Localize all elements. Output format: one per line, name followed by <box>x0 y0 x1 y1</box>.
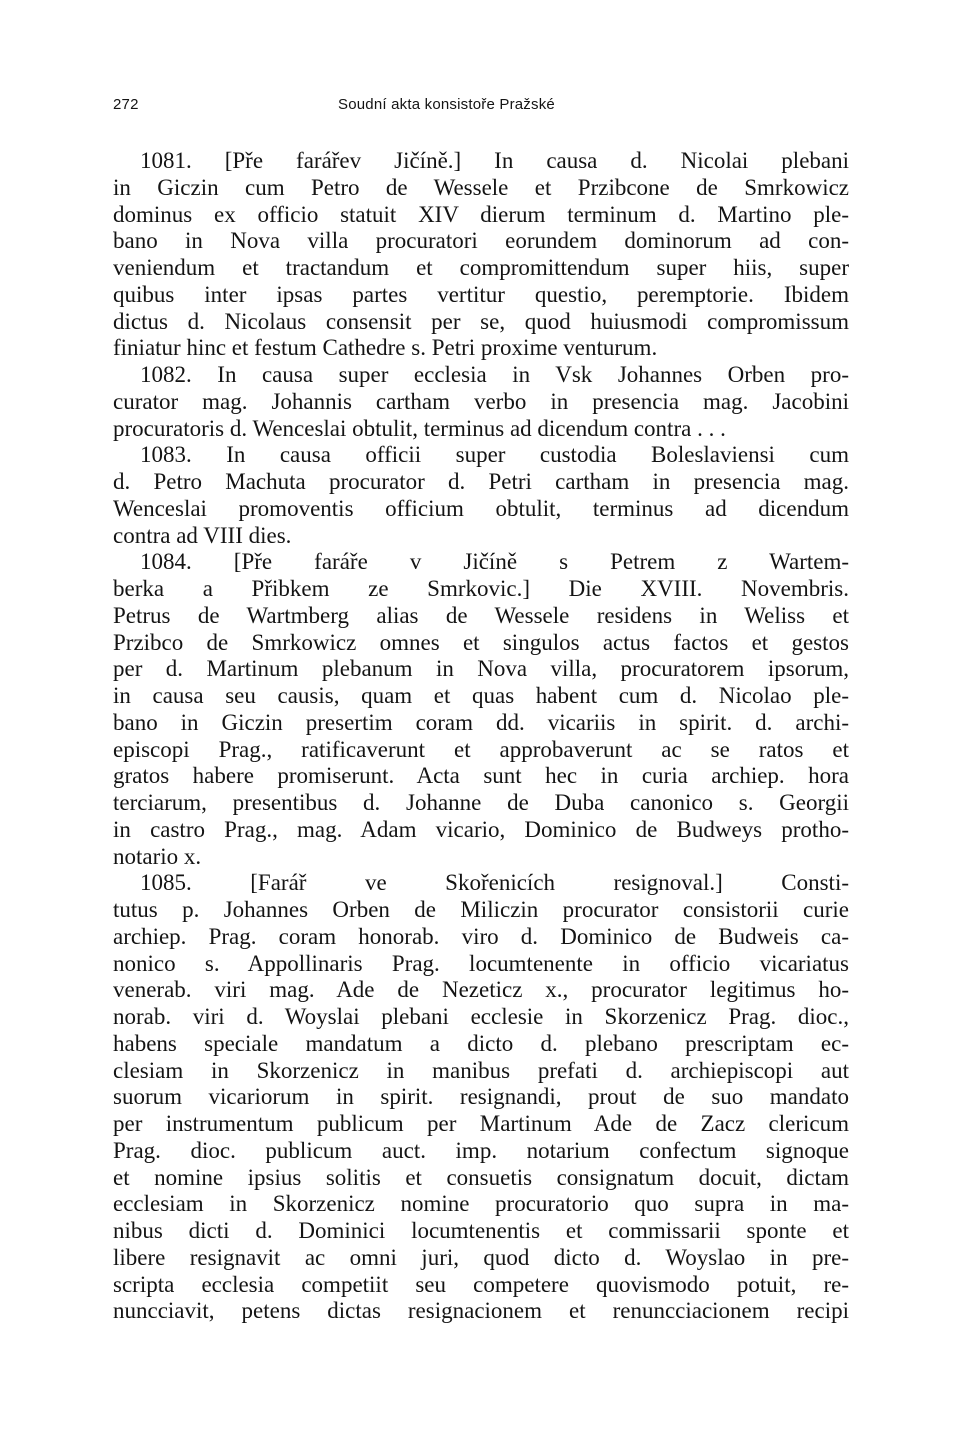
text-line: habens speciale mandatum a dicto d. plebano prescriptam ec- <box>113 1030 849 1056</box>
text-line: episcopi Prag., ratificaverunt et approbaverunt ac se ratos et <box>113 736 849 762</box>
text-line: d. Petro Machuta procurator d. Petri cartham in presencia mag. <box>113 469 849 494</box>
text-line: per d. Martinum plebanum in Nova villa, procuratorem ipsorum, <box>113 656 849 682</box>
text-line: bano in Giczin presertim coram dd. vicariis in spirit. d. archi- <box>113 709 849 735</box>
text-line: 1084. [Pře faráře v Jičíně s Petrem z Wartem- <box>140 549 849 575</box>
text-line: 1083. In causa officii super custodia Boleslaviensi cum <box>140 442 849 468</box>
text-line: nuncciavit, petens dictas resignacionem et renuncciacionem recipi <box>113 1298 849 1324</box>
text-line: scripta ecclesia competiit seu competere quovismodo potuit, re- <box>113 1271 849 1297</box>
text-line: ecclesiam in Skorzenicz nomine procuratorio quo supra in ma- <box>113 1191 849 1217</box>
text-line: nonico s. Appollinaris Prag. locumtenente in officio vicariatus <box>113 950 849 976</box>
running-head <box>113 96 849 120</box>
text-line: norab. viri d. Woyslai plebani ecclesie in Skorzenicz Prag. dioc., <box>113 1004 849 1029</box>
text-line: 1085. [Farář ve Skořenicích resignoval.] Consti- <box>140 870 849 896</box>
text-line: veniendum et tractandum et compromittendum super hiis, super <box>113 255 849 280</box>
text-line: dictus d. Nicolaus consensit per se, quod huiusmodi compromissum <box>113 308 849 334</box>
text-line: dominus ex officio statuit XIV dierum terminum d. Martino ple- <box>113 201 849 227</box>
text-line: Petrus de Wartmberg alias de Wessele residens in Weliss et <box>113 602 849 628</box>
text-line: suorum vicariorum in spirit. resignandi, prout de suo mandato <box>113 1084 849 1110</box>
text-line: clesiam in Skorzenicz in manibus prefati d. archiepiscopi aut <box>113 1057 849 1083</box>
text-line: in Giczin cum Petro de Wessele et Przibcone de Smrkowicz <box>113 174 849 200</box>
text-line: curator mag. Johannis cartham verbo in presencia mag. Jacobini <box>113 388 849 414</box>
text-line: gratos habere promiserunt. Acta sunt hec in curia archiep. hora <box>113 763 849 789</box>
text-line: in causa seu causis, quam et quas habent cum d. Nicolao ple- <box>113 683 849 708</box>
text-line: 1081. [Pře farářev Jičíně.] In causa d. Nicolai plebani <box>140 148 849 173</box>
text-line: venerab. viri mag. Ade de Nezeticz x., procurator legitimus ho- <box>113 977 849 1003</box>
text-line: berka a Přibkem ze Smrkovic.] Die XVIII. Novembris. <box>113 576 849 601</box>
text-line: Przibco de Smrkowicz omnes et singulos actus factos et gestos <box>113 629 849 655</box>
text-line: per instrumentum publicum per Martinum Ade de Zacz clericum <box>113 1111 849 1136</box>
text-line: in castro Prag., mag. Adam vicario, Dominico de Budweys protho- <box>113 816 849 842</box>
text-line: tutus p. Johannes Orben de Miliczin procurator consistorii curie <box>113 897 849 922</box>
text-line: et nomine ipsius solitis et consuetis consignatum docuit, dictam <box>113 1164 849 1190</box>
text-line: nibus dicti d. Dominici locumtenentis et commissarii sponte et <box>113 1218 849 1243</box>
text-line: 1082. In causa super ecclesia in Vsk Johannes Orben pro- <box>140 362 849 387</box>
running-title: Soudní akta konsistoře Pražské <box>338 96 555 113</box>
text-line: procuratoris d. Wenceslai obtulit, terminus ad dicendum contra . . . <box>113 415 726 441</box>
page-number: 272 <box>113 96 139 113</box>
text-line: libere resignavit ac omni juri, quod dicto d. Woyslao in pre- <box>113 1244 849 1270</box>
text-line: Prag. dioc. publicum auct. imp. notarium confectum signoque <box>113 1137 849 1163</box>
text-line: quibus inter ipsas partes vertitur questio, peremptorie. Ibidem <box>113 281 849 307</box>
text-line: contra ad VIII dies. <box>113 522 292 548</box>
text-line: archiep. Prag. coram honorab. viro d. Dominico de Budweis ca- <box>113 923 849 949</box>
text-line: bano in Nova villa procuratori eorundem dominorum ad con- <box>113 228 849 254</box>
text-line: Wenceslai promoventis officium obtulit, terminus ad dicendum <box>113 495 849 521</box>
text-line: finiatur hinc et festum Cathedre s. Petri proxime venturum. <box>113 335 658 361</box>
text-line: terciarum, presentibus d. Johanne de Duba canonico s. Georgii <box>113 790 849 815</box>
text-line: notario x. <box>113 843 202 869</box>
